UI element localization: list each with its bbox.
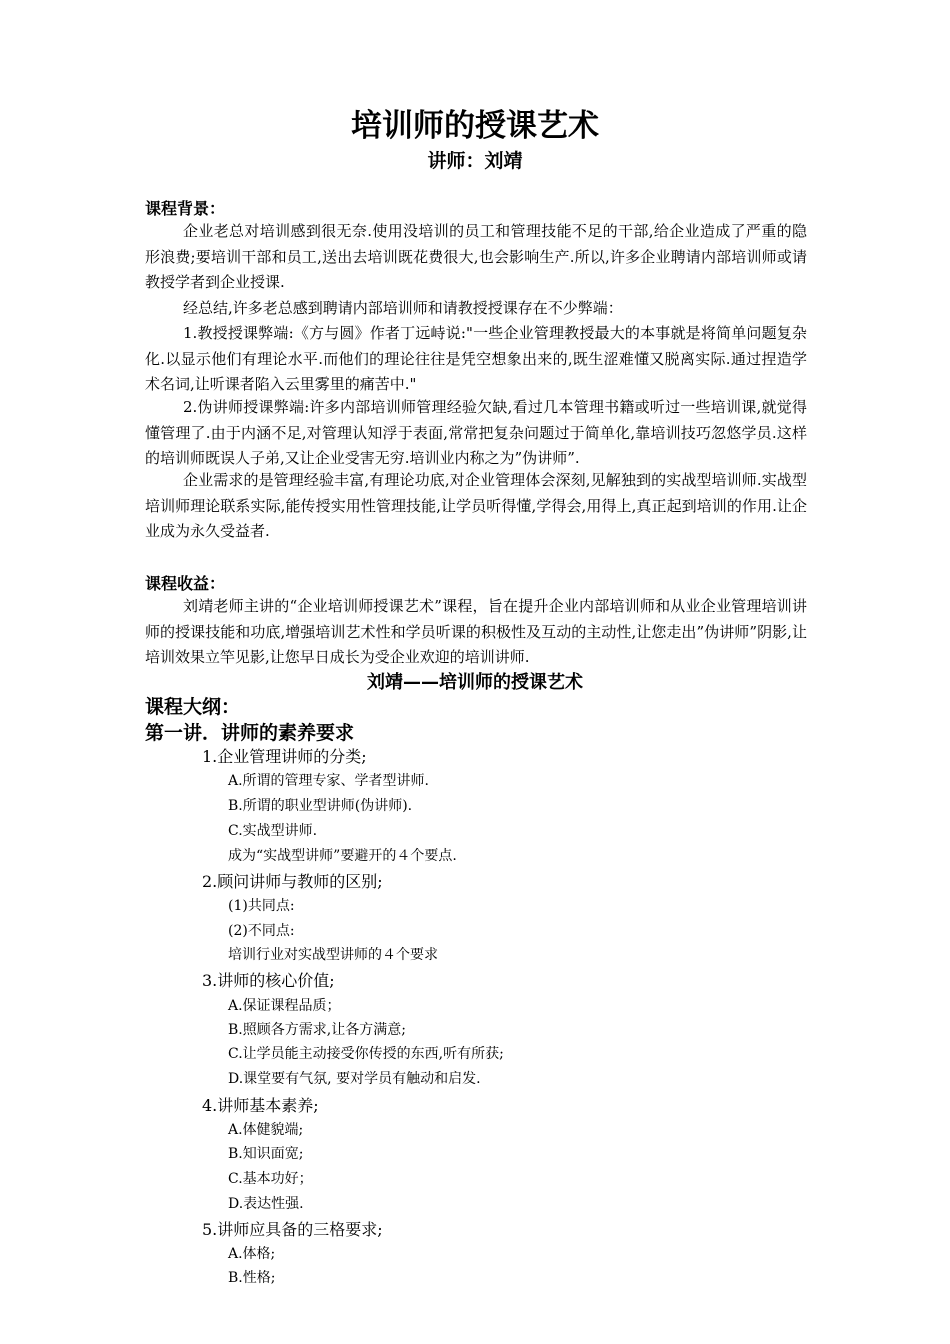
background-paragraph-2: 经总结,许多老总感到聘请内部培训师和请教授授课存在不少弊端： [183,299,623,317]
document-title: 培训师的授课艺术 [351,108,599,144]
outline-item-3: 3.讲师的核心价值; [202,971,335,990]
background-paragraph-3: 1.教授授课弊端:《方与圆》作者丁远峙说:"一些企业管理教授最大的本事就是将简单问题复杂化.以显示他们有理论水平.而他们的理论往往是凭空想象出来的,既生涩难懂又脱离实际.通过捏造学术名词,让听课者陷入云里雾里的痛苦中." [145,324,807,394]
outline-item-2a: (1)共同点: [228,898,295,914]
benefits-paragraph: 刘靖老师主讲的“企业培训师授课艺术”课程，旨在提升企业内部培训师和从业企业管理培训讲师的授课技能和功底,增强培训艺术性和学员听课的积极性及互动的主动性,让您走出”伪讲师”阴影,让培训效果立竿见影,让您早日成长为受企业欢迎的培训讲师. [145,597,807,667]
background-paragraph-1: 企业老总对培训感到很无奈.使用没培训的员工和管理技能不足的干部,给企业造成了严重的隐形浪费;要培训干部和员工,送出去培训既花费很大,也会影响生产.所以,许多企业聘请内部培训师或请教授学者到企业授课. [145,222,807,292]
outline-item-4c: C.基本功好； [228,1171,313,1187]
benefits-heading: 课程收益： [145,574,226,593]
outline-item-3a: A.保证课程品质； [228,998,341,1014]
outline-item-2c: 培训行业对实战型讲师的４个要求 [228,947,438,963]
outline-item-4: 4.讲师基本素养; [202,1096,319,1115]
background-paragraph-4: 2.伪讲师授课弊端:许多内部培训师管理经验欠缺,看过几本管理书籍或听过一些培训课,就觉得懂管理了.由于内涵不足,对管理认知浮于表面,常常把复杂问题过于简单化,靠培训技巧忽悠学员.这样的培训师既误人子弟,又让企业受害无穷.培训业内称之为”伪讲师”. [145,398,807,468]
outline-item-5b: B.性格; [228,1270,276,1286]
outline-item-2: 2.顾问讲师与教师的区别; [202,872,383,891]
outline-item-1c: C.实战型讲师. [228,823,318,839]
background-heading: 课程背景： [145,199,226,218]
outline-item-2b: (2)不同点: [228,923,295,939]
outline-item-4a: A.体健貌端; [228,1122,304,1138]
outline-item-1: 1.企业管理讲师的分类; [202,747,367,766]
outline-item-1a: A.所谓的管理专家、学者型讲师. [228,773,430,789]
background-paragraph-5: 企业需求的是管理经验丰富,有理论功底,对企业管理体会深刻,见解独到的实战型培训师.实战型培训师理论联系实际,能传授实用性管理技能,让学员听得懂,学得会,用得上,真正起到培训的作用.让企业成为永久受益者. [145,471,807,541]
outline-title: 刘靖——培训师的授课艺术 [367,672,583,693]
lecturer-line: 讲师：刘靖 [427,150,523,172]
outline-item-5a: A.体格; [228,1246,276,1262]
outline-item-1b: B.所谓的职业型讲师(伪讲师). [228,798,413,814]
outline-label: 课程大纲： [145,696,241,718]
outline-item-3b: B.照顾各方需求,让各方满意; [228,1022,406,1038]
outline-item-3c: C.让学员能主动接受你传授的东西,听有所获; [228,1046,504,1062]
lecture-1-heading: 第一讲．讲师的素养要求 [145,722,355,744]
outline-item-3d: D.课堂要有气氛, 要对学员有触动和启发. [228,1071,481,1087]
outline-item-4b: B.知识面宽; [228,1146,304,1162]
outline-item-5: 5.讲师应具备的三格要求; [202,1220,383,1239]
outline-item-4d: D.表达性强. [228,1196,304,1212]
outline-item-1d: 成为“实战型讲师”要避开的４个要点. [228,848,457,864]
